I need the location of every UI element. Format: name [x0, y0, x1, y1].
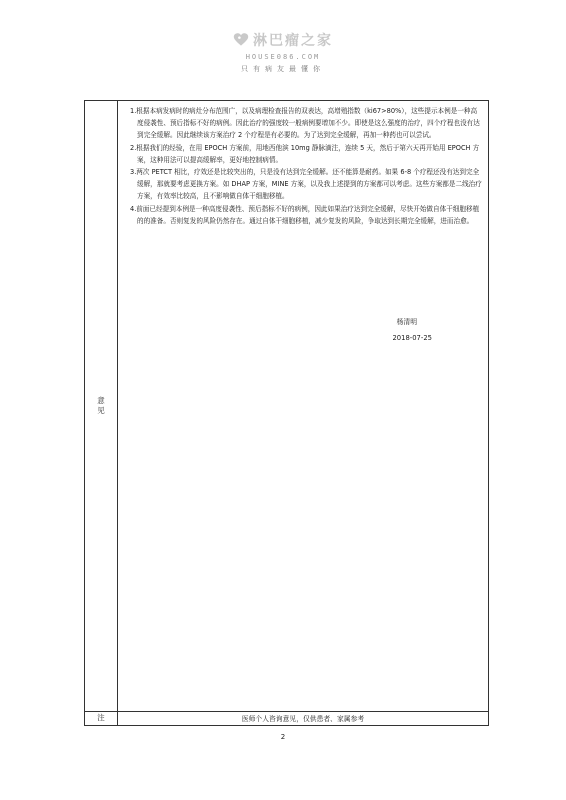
note-label: 注 — [97, 713, 105, 722]
watermark-domain: HOUSE086.COM — [245, 53, 321, 61]
watermark-slogan: 只有病友最懂你 — [241, 65, 325, 73]
opinion-label-cell — [85, 101, 118, 711]
opinion-paragraphs — [130, 105, 482, 227]
signature-block — [118, 316, 432, 342]
opinion-content-cell — [118, 101, 488, 711]
note-label-cell — [85, 710, 118, 725]
watermark-site-name: 淋巴瘤之家 — [253, 33, 333, 49]
note-row — [85, 710, 488, 725]
opinion-paragraph-2: 2.根据我们的经验，在用 EPOCH 方案前，用地西他滨 10mg 静脉滴注，连续 5 天，然后于第六天再开始用 EPOCH 方案，这种用法可以提高缓解率，更好地控制病情。 — [130, 143, 480, 164]
watermark-logo — [233, 30, 333, 50]
opinion-row — [85, 101, 488, 712]
page-number: 2 — [280, 733, 286, 741]
signature-name: 杨清明 — [396, 318, 417, 326]
opinion-paragraph-3: 3.两次 PETCT 相比，疗效还是比较突出的，只是没有达到完全缓解。还不能算是耐药。如果 6-8 个疗程还没有达到完全缓解，那就要考虑更换方案。如 DHAP 方案，MINE 方案，以及我上述提到的方案都可以考虑。这些方案都是二线治疗方案，有效率比较高，且不影响做自体干细胞移植。 — [130, 168, 482, 201]
opinion-paragraph-4: 4.前面已经提到本例是一种高度侵袭性、预后指标不好的病例，因此如果治疗达到完全缓解，尽快开始做自体干细胞移植的的准备。否则复发的风险仍然存在。通过自体干细胞移植，减少复发的风险，争取达到长期完全缓解，进而治愈。 — [130, 204, 480, 225]
opinion-label: 意 见 — [97, 396, 105, 415]
watermark — [0, 30, 566, 74]
note-content-cell — [118, 710, 488, 725]
note-text: 医师个人咨询意见，仅供患者、家属参考 — [241, 714, 365, 723]
opinion-table — [84, 100, 489, 726]
signature-date: 2018-07-25 — [392, 334, 432, 342]
opinion-paragraph-1: 1.根据本病发病时的病灶分布范围广，以及病理检查报告的双表达，高增殖指数（ki67>80%），这些提示本例是一种高度侵袭性、预后指标不好的病例。因此治疗的强度较一般病例要增加不少。即使是这么强度的治疗，四个疗程也没有达到完全缓解。因此继续该方案治疗 2 个疗程是有必要的。为了达到完全缓解，再加一种药也可以尝试。 — [130, 107, 480, 140]
heart-icon — [233, 32, 249, 48]
